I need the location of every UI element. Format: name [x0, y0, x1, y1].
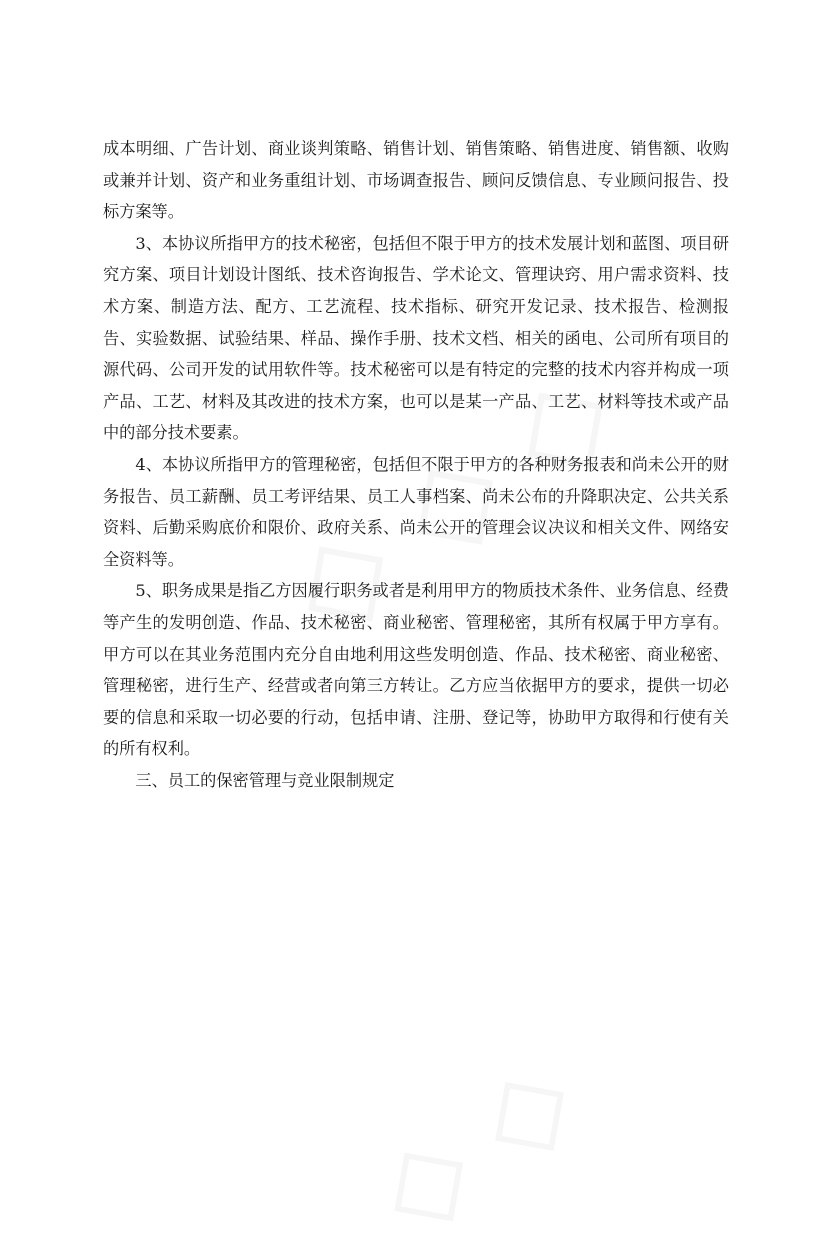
paragraph-technical-secrets: 3、本协议所指甲方的技术秘密，包括但不限于甲方的技术发展计划和蓝图、项目研究方案、项目计划设计图纸、技术咨询报告、学术论文、管理诀窍、用户需求资料、技术方案、制造方法、配方、工艺流程、技术指标、研究开发记录、技术报告、检测报告、实验数据、试验结果、样品、操作手册、技术文档、相关的函电、公司所有项目的源代码、公司开发的试用软件等。技术秘密可以是有特定的完整的技术内容并构成一项产品、工艺、材料及其改进的技术方案，也可以是某一产品、工艺、材料等技术或产品中的部分技术要素。: [103, 233, 729, 443]
paragraph-management-secrets: 4、本协议所指甲方的管理秘密，包括但不限于甲方的各种财务报表和尚未公开的财务报告、员工薪酬、员工考评结果、员工人事档案、尚未公布的升降职决定、公共关系资料、后勤采购底价和限价、政府关系、尚未公开的管理会议决议和相关文件、网络安全资料等。: [103, 454, 729, 569]
section-heading: 三、员工的保密管理与竞业限制规定: [135, 770, 395, 790]
paragraph-work-results: 5、职务成果是指乙方因履行职务或者是利用甲方的物质技术条件、业务信息、经费等产生的发明创造、作品、技术秘密、商业秘密、管理秘密，其所有权属于甲方享有。甲方可以在其业务范围内充分自由地利用这些发明创造、作品、技术秘密、商业秘密、管理秘密，进行生产、经营或者向第三方转让。乙方应当依据甲方的要求，提供一切必要的信息和采取一切必要的行动，包括申请、注册、登记等，协助甲方取得和行使有关的所有权利。: [103, 581, 729, 759]
document-body: [103, 133, 729, 796]
watermark: [352, 1032, 595, 1256]
paragraph-continuation: 成本明细、广告计划、商业谈判策略、销售计划、销售策略、销售进度、销售额、收购或兼并计划、资产和业务重组计划、市场调查报告、顾问反馈信息、专业顾问报告、投标方案等。: [103, 139, 729, 222]
